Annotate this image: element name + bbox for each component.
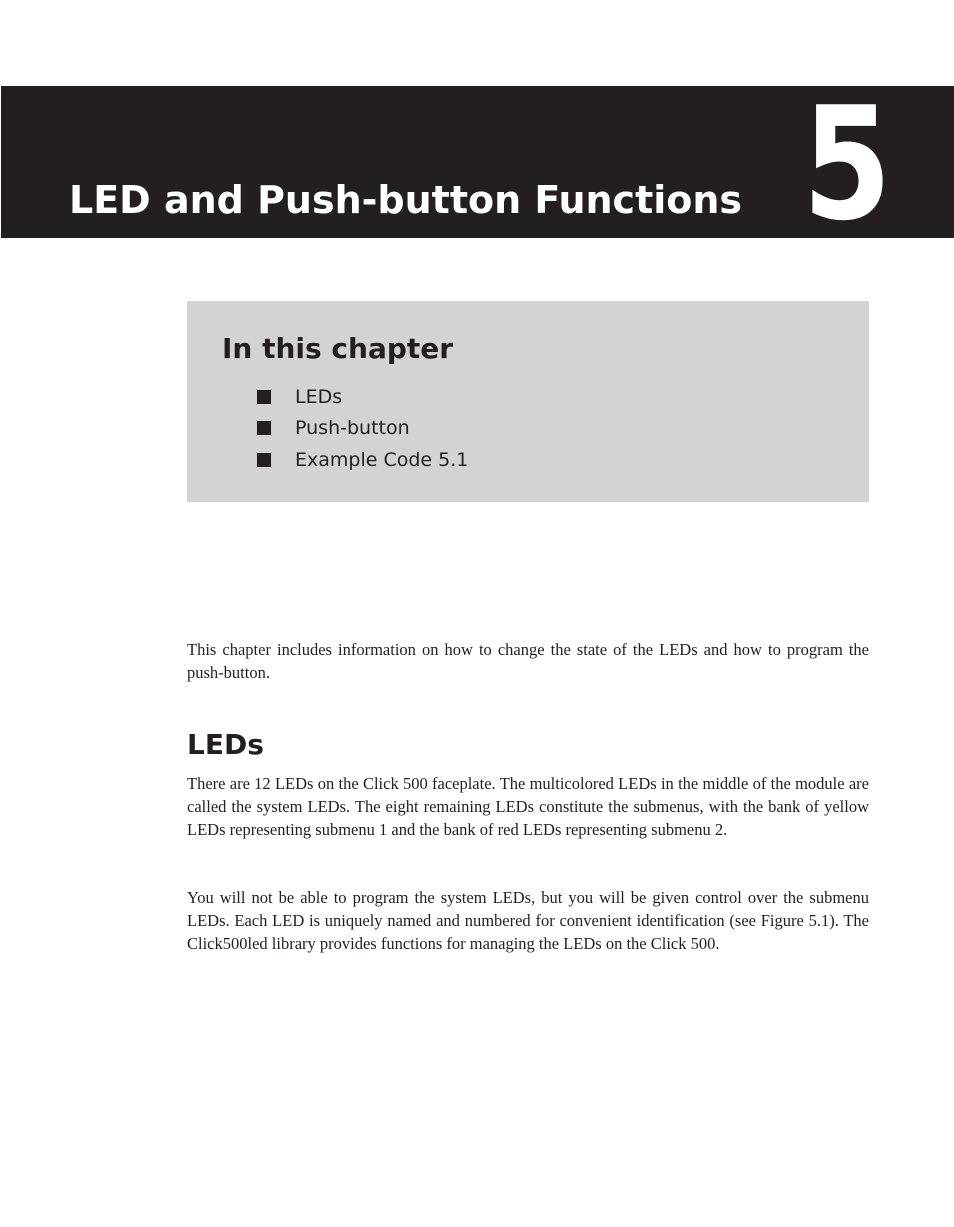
list-item xyxy=(257,444,468,476)
in-this-chapter-box xyxy=(187,301,869,502)
square-bullet-icon xyxy=(257,421,271,435)
chapter-title: LED and Push-button Functions xyxy=(69,178,743,222)
square-bullet-icon xyxy=(257,390,271,404)
leds-paragraph-1: There are 12 LEDs on the Click 500 faceplate. The multicolored LEDs in the middle of the module are called the system LEDs. The eight remaining LEDs constitute the submenus, with the bank of yellow LEDs representing submenu 1 and the bank of red LEDs representing submenu 2. xyxy=(187,774,869,839)
list-item-label: LEDs xyxy=(295,385,343,408)
list-item xyxy=(257,413,468,445)
list-item xyxy=(257,381,468,413)
chapter-number: 5 xyxy=(802,73,892,255)
section-heading-leds: LEDs xyxy=(187,728,264,761)
intro-paragraph: This chapter includes information on how to change the state of the LEDs and how to program the push-button. xyxy=(187,640,869,682)
list-item-label: Push-button xyxy=(295,417,410,440)
leds-paragraph-2: You will not be able to program the system LEDs, but you will be given control over the submenu LEDs. Each LED is uniquely named and numbered for convenient identification (see Figure 5.1). The Click500led library provides functions for managing the LEDs on the Click 500. xyxy=(187,888,869,953)
list-item-label: Example Code 5.1 xyxy=(295,448,469,471)
square-bullet-icon xyxy=(257,453,271,467)
in-this-chapter-heading: In this chapter xyxy=(222,332,454,365)
in-this-chapter-list xyxy=(257,381,468,476)
